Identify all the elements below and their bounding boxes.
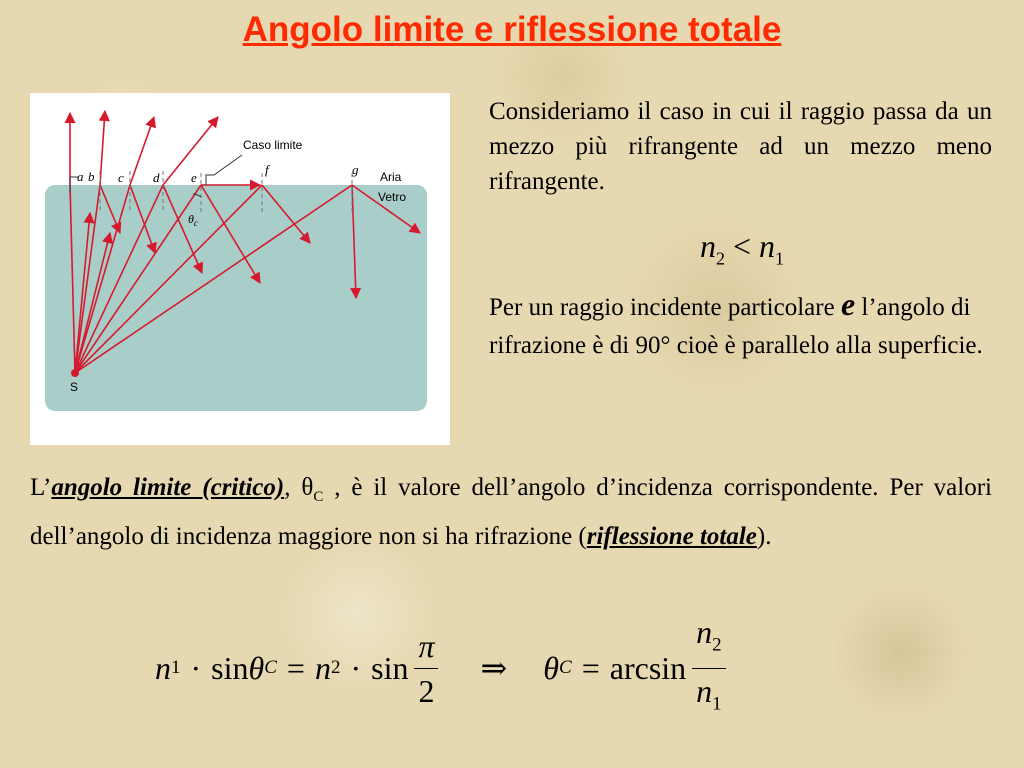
def-text-1: L’ [30, 474, 52, 501]
f-frac-n1-sub: 1 [712, 692, 722, 714]
glass-block [45, 185, 427, 411]
f-dot-1: · [190, 649, 202, 686]
label-b: b [88, 169, 95, 184]
ray-letters [77, 162, 359, 185]
source-point [71, 369, 79, 377]
label-e: e [191, 170, 197, 185]
ineq-n2-sub: 2 [716, 248, 725, 269]
def-text-3: , è il valore dell’angolo d’incidenza corrispondente. Per valori dell’angolo di incidenza maggiore non si ha rifrazione ( [30, 474, 992, 550]
f-sin-2: sin [371, 649, 409, 686]
ineq-op: < [733, 228, 752, 264]
def-text-2: , θ [284, 474, 314, 501]
refractive-index-inequality [700, 228, 784, 269]
f-theta-1: θ [248, 649, 265, 686]
label-vetro: Vetro [378, 190, 407, 204]
f-frac-n1: n [696, 672, 713, 709]
ray-b-segment [100, 111, 105, 185]
f-arcsin: arcsin [609, 649, 687, 686]
page-title: Angolo limite e riflessione totale [242, 10, 782, 49]
total-reflection-diagram [30, 93, 450, 445]
f-frac-n2-sub: 2 [712, 634, 722, 656]
caso-limite-leader [206, 155, 242, 185]
f-n2: n [314, 649, 331, 686]
ineq-n2: n [700, 228, 716, 264]
f-frac-n2: n [696, 614, 713, 651]
f-n2-over-n1 [692, 612, 726, 724]
f-pi: π [414, 626, 438, 669]
definition-paragraph [30, 468, 992, 557]
f-n1-sub: 1 [171, 657, 181, 678]
f-dot-2: · [350, 649, 362, 686]
ray-c-segment [130, 117, 154, 185]
term-angolo-limite: angolo limite (critico) [51, 474, 285, 501]
f-eq-1: = [286, 649, 305, 686]
ineq-n1-sub: 1 [775, 248, 785, 269]
f-pi-over-2 [414, 626, 438, 711]
label-f: f [265, 162, 269, 177]
term-riflessione-totale: riflessione totale [586, 523, 757, 550]
f-theta-sub-1: C [264, 657, 277, 678]
f-sin-1: sin [211, 649, 249, 686]
f-theta-sub-2: C [559, 657, 572, 678]
incident-ray-symbol: e [840, 286, 856, 322]
label-caso-limite: Caso limite [243, 138, 303, 152]
f-eq-2: = [581, 649, 600, 686]
label-c: c [118, 170, 124, 185]
label-d: d [153, 170, 160, 185]
label-source: S [70, 380, 79, 394]
f-n2-sub: 2 [330, 657, 341, 678]
label-a: a [77, 169, 84, 184]
incident-text-after: l’angolo di rifrazione è di 90° cioè è parallelo alla superficie. [489, 294, 983, 359]
def-theta-sub: C [313, 489, 324, 505]
f-implies: ⇒ [480, 650, 508, 686]
incident-text-before: Per un raggio incidente particolare [489, 294, 841, 321]
ineq-n1: n [759, 228, 776, 264]
f-theta-2: θ [543, 649, 560, 686]
incident-ray-paragraph [489, 285, 992, 365]
label-g: g [352, 162, 359, 177]
f-two: 2 [418, 672, 435, 709]
label-theta-c: $\theta_c$ [188, 212, 198, 228]
def-text-4: ). [756, 523, 772, 550]
f-n1: n [155, 649, 171, 686]
critical-angle-formula [155, 614, 732, 718]
label-aria: Aria [380, 170, 402, 184]
diagram-svg [30, 93, 450, 445]
intro-paragraph: Consideriamo il caso in cui il raggio passa da un mezzo più rifrangente ad un mezzo meno rifrangente. [489, 98, 992, 195]
